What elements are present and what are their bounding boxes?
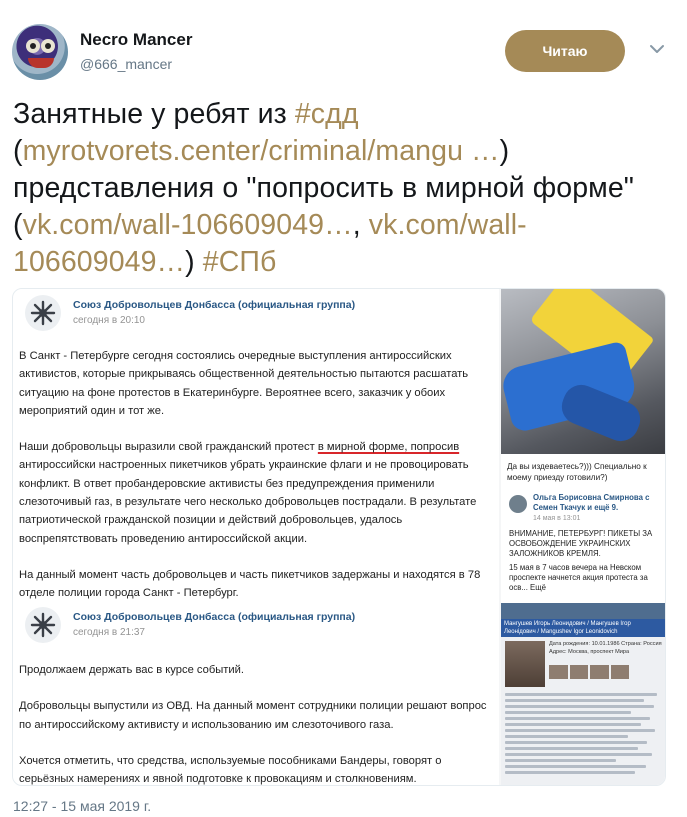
text-line [505, 765, 646, 768]
post-header [25, 295, 485, 335]
tweet-text-segment: ) [185, 246, 203, 278]
url-link[interactable]: myrotvorets.center/criminal/mangu … [22, 135, 500, 167]
post-body [19, 661, 493, 786]
screenshot-text-lines [505, 693, 663, 777]
group-logo-icon [25, 295, 61, 331]
following-button[interactable]: Читаю [505, 30, 625, 72]
post-paragraph: Добровольцы выпустили из ОВД. На данный момент сотрудники полиции решают вопрос по антироссийскому активисту и использованию им слезоточивого газа. [19, 700, 487, 731]
tweet-text-segment: ) представления о "попросить в мирной форме" ( [13, 135, 634, 241]
text-line [505, 717, 650, 720]
group-logo-icon [25, 607, 61, 643]
screenshot-banner [501, 603, 666, 619]
side-images [501, 289, 666, 786]
post-paragraph [19, 438, 493, 548]
highlighted-phrase: в мирной форме, попросив [317, 441, 460, 454]
tweet-text-segment: , [352, 209, 369, 241]
text-line [505, 729, 655, 732]
side-post-body: 15 мая в 7 часов вечера на Невском проспекте начнется акция протеста за осв... Ещё [509, 563, 648, 592]
tweet-text-segment: Занятные у ребят из [13, 98, 295, 130]
side-post-author: Ольга Борисовна Смирнова с Семен Ткачук и ещё 9. [533, 493, 650, 512]
hashtag-link[interactable]: #сдд [294, 98, 359, 130]
text-line [505, 759, 616, 762]
post-date: сегодня в 21:37 [73, 627, 145, 638]
thumbnail [611, 665, 630, 679]
tweet-timestamp[interactable]: 12:27 - 15 мая 2019 г. [13, 798, 152, 814]
post-paragraph: Продолжаем держать вас в курсе событий. [19, 664, 245, 676]
avatar-mouth [28, 58, 54, 68]
text-line [505, 735, 628, 738]
tweet-header [0, 0, 687, 90]
tweet-text-segment: ( [13, 135, 23, 167]
vk-screenshot [13, 289, 499, 786]
text-line [505, 747, 638, 750]
text-line [505, 753, 652, 756]
post-paragraph: В Санкт - Петербурге сегодня состоялись очередные выступления антироссийских активистов, которые прикрываясь общественной деятельностью пытаются расшатать ситуацию на фоне протестов в Екатеринбурге. Вероятнее всего, заказчик у обоих мероприятий один и тот же. [19, 350, 469, 417]
post-paragraph: Хочется отметить, что средства, используемые пособниками Бандеры, говорят о серьёзных намерениях и явной подготовке к провокациям и столкновениям. [19, 754, 442, 786]
post-group-name: Союз Добровольцев Донбасса (официальная группа) [73, 299, 356, 311]
text-line [505, 741, 647, 744]
url-link[interactable]: vk.com/wall-106609049… [13, 209, 527, 278]
post-group-name: Союз Добровольцев Донбасса (официальная группа) [73, 611, 356, 623]
avatar-eye-left [26, 39, 40, 53]
avatar-eye-right [41, 39, 55, 53]
flag-photo [501, 289, 666, 454]
post-text-segment: Наши добровольцы выразили свой гражданский протест [19, 441, 318, 454]
side-post-headline: ВНИМАНИЕ, ПЕТЕРБУРГ! ПИКЕТЫ ЗА ОСВОБОЖДЕНИЕ УКРАИНСКИХ ЗАЛОЖНИКОВ КРЕМЛЯ. [509, 529, 653, 558]
photo-thumbnails [549, 665, 629, 679]
post-header [25, 607, 485, 647]
post-paragraph: На данный момент часть добровольцев и часть пикетчиков задержаны и находятся в 78 отделе полиции города Санкт - Петербург. [19, 568, 481, 600]
side-post-date: 14 мая в 13:01 [533, 515, 581, 522]
url-link[interactable]: vk.com/wall-106609049… [22, 209, 353, 241]
avatar [509, 495, 527, 513]
side-comment: Да вы издеваетесь?))) Специально к моему приезду готовили?) [507, 462, 647, 482]
display-name[interactable]: Necro Mancer [80, 30, 193, 49]
text-line [505, 705, 654, 708]
text-line [505, 711, 631, 714]
avatar[interactable] [12, 24, 68, 80]
hashtag-link[interactable]: #СПб [202, 246, 277, 278]
profile-photo [505, 641, 545, 687]
side-post-card [507, 489, 663, 601]
thumbnail [570, 665, 589, 679]
thumbnail [549, 665, 568, 679]
post-text-segment: антироссийски настроенных пикетчиков убрать украинские флаги и не провоцировать конфликт. В ответ пробандеровские активисты без предупреждения применили слезоточивый газ, в результате чего несколько добровольцев пострадали. В результате патриотической гражданской позиции и действий добровольцев, удалось воспрепятствовать проведению антироссийской акции. [19, 459, 477, 545]
text-line [505, 723, 641, 726]
chevron-down-icon[interactable] [648, 40, 666, 58]
text-line [505, 693, 657, 696]
tweet-text [13, 96, 673, 281]
profile-screenshot [501, 603, 666, 786]
post-body [19, 347, 493, 621]
text-line [505, 699, 644, 702]
thumbnail [590, 665, 609, 679]
text-line [505, 771, 635, 774]
user-handle[interactable]: @666_mancer [80, 56, 173, 72]
tweet-media[interactable] [12, 288, 666, 786]
screenshot-title: Мангушев Игорь Леонидович / Мангушев Ігор Леонідович / Mangushev Igor Leonidovich [501, 619, 666, 637]
post-date: сегодня в 20:10 [73, 315, 145, 326]
screenshot-info: Дата рождения: 10.01.1986 Страна: Россия Адрес: Москва, проспект Мира [549, 641, 662, 655]
